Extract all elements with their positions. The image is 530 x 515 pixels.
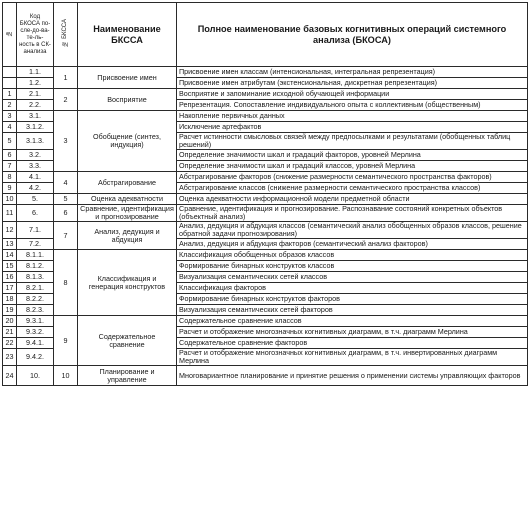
table-row <box>3 172 528 183</box>
bkssa-name: Анализ, дедукция и абдукция <box>78 222 177 250</box>
row-number: 3 <box>3 111 17 122</box>
operation-code: 6. <box>17 205 54 222</box>
bkossa-table <box>2 2 528 386</box>
operation-description: Расчет и отображение многозначных когнитивных диаграмм, в т.ч. диаграмм Мерлина <box>177 327 528 338</box>
operation-code: 4.2. <box>17 183 54 194</box>
operation-code: 7.2. <box>17 239 54 250</box>
operation-code: 9.3.1. <box>17 316 54 327</box>
operation-code: 3.1.2. <box>17 122 54 133</box>
row-number: 22 <box>3 338 17 349</box>
row-number: 1 <box>3 89 17 100</box>
row-number: 13 <box>3 239 17 250</box>
operation-description: Определение значимости шкал и градаций классов, уровней Мерлина <box>177 161 528 172</box>
row-number: 4 <box>3 122 17 133</box>
row-number: 21 <box>3 327 17 338</box>
operation-code: 7.1. <box>17 222 54 239</box>
bkssa-name: Планирование и управление <box>78 366 177 386</box>
table-row <box>3 316 528 327</box>
bkssa-number: 9 <box>54 316 78 366</box>
row-number: 2 <box>3 100 17 111</box>
operation-code: 1.1. <box>17 67 54 78</box>
table-header-row <box>3 3 528 67</box>
row-number: 7 <box>3 161 17 172</box>
header-code: Код БКОСА по-сле-до-ва-те-ль-ность в СК-анализа <box>17 3 54 67</box>
operation-code: 8.1.2. <box>17 261 54 272</box>
header-num: № <box>6 30 12 36</box>
header-name: Наименование БКССА <box>78 3 177 67</box>
operation-description: Накопление первичных данных <box>177 111 528 122</box>
header-bkssa-num-cell <box>54 3 78 67</box>
operation-code: 3.3. <box>17 161 54 172</box>
row-number: 10 <box>3 194 17 205</box>
operation-description: Формирование бинарных конструктов классов <box>177 261 528 272</box>
operation-code: 4.1. <box>17 172 54 183</box>
operation-code: 8.2.1. <box>17 283 54 294</box>
bkssa-number: 1 <box>54 67 78 89</box>
row-number: 19 <box>3 305 17 316</box>
bkssa-number: 4 <box>54 172 78 194</box>
row-number: 9 <box>3 183 17 194</box>
row-number: 11 <box>3 205 17 222</box>
operation-code: 1.2. <box>17 78 54 89</box>
bkssa-number: 5 <box>54 194 78 205</box>
table-row <box>3 250 528 261</box>
header-full-name: Полное наименование базовых когнитивных операций системного анализа (БКОСА) <box>177 3 528 67</box>
bkssa-number: 8 <box>54 250 78 316</box>
table-row <box>3 89 528 100</box>
operation-description: Абстрагирование классов (снижение размерности семантического пространства классов) <box>177 183 528 194</box>
bkssa-name: Восприятие <box>78 89 177 111</box>
table-row <box>3 366 528 386</box>
operation-code: 8.1.3. <box>17 272 54 283</box>
row-number: 12 <box>3 222 17 239</box>
bkssa-name: Сравнение, идентификация и прогнозирование <box>78 205 177 222</box>
row-number: 18 <box>3 294 17 305</box>
operation-description: Присвоение имен атрибутам (экстенсиональная, дискретная репрезентация) <box>177 78 528 89</box>
operation-description: Анализ, дедукция и абдукция классов (семантический анализ обобщенных образов классов, решение обратной задачи прогнозирования) <box>177 222 528 239</box>
operation-description: Визуализация семантических сетей классов <box>177 272 528 283</box>
table-body <box>3 67 528 386</box>
row-number: 8 <box>3 172 17 183</box>
row-number: 6 <box>3 150 17 161</box>
operation-code: 2.2. <box>17 100 54 111</box>
operation-description: Классификация обобщенных образов классов <box>177 250 528 261</box>
operation-description: Многовариантное планирование и принятие решения о применении системы управляющих факторов <box>177 366 528 386</box>
table-row <box>3 111 528 122</box>
operation-description: Классификация факторов <box>177 283 528 294</box>
operation-description: Расчет истинности смысловых связей между предпосылками и результатами (обобщенных таблиц решений) <box>177 133 528 150</box>
operation-description: Исключение артефактов <box>177 122 528 133</box>
operation-description: Содержательное сравнение классов <box>177 316 528 327</box>
row-number <box>3 78 17 89</box>
operation-code: 8.2.3. <box>17 305 54 316</box>
row-number: 17 <box>3 283 17 294</box>
bkssa-number: 3 <box>54 111 78 172</box>
operation-code: 2.1. <box>17 89 54 100</box>
bkssa-name: Обобщение (синтез, индукция) <box>78 111 177 172</box>
row-number: 16 <box>3 272 17 283</box>
operation-description: Абстрагирование факторов (снижение размерности семантического пространства факторов) <box>177 172 528 183</box>
row-number: 15 <box>3 261 17 272</box>
operation-description: Определение значимости шкал и градаций факторов, уровней Мерлина <box>177 150 528 161</box>
row-number: 5 <box>3 133 17 150</box>
operation-code: 9.4.2. <box>17 349 54 366</box>
bkssa-name: Присвоение имен <box>78 67 177 89</box>
bkssa-number: 10 <box>54 366 78 386</box>
operation-description: Репрезентация. Сопоставление индивидуального опыта с коллективным (общественным) <box>177 100 528 111</box>
operation-code: 3.1.3. <box>17 133 54 150</box>
bkssa-name: Оценка адекватности <box>78 194 177 205</box>
operation-code: 3.2. <box>17 150 54 161</box>
bkssa-name: Абстрагирование <box>78 172 177 194</box>
operation-code: 8.1.1. <box>17 250 54 261</box>
operation-description: Анализ, дедукция и абдукция факторов (семантический анализ факторов) <box>177 239 528 250</box>
operation-description: Присвоение имен классам (интенсиональная, интегральная репрезентация) <box>177 67 528 78</box>
operation-description: Формирование бинарных конструктов факторов <box>177 294 528 305</box>
operation-code: 10. <box>17 366 54 386</box>
operation-description: Визуализация семантических сетей факторов <box>177 305 528 316</box>
row-number <box>3 67 17 78</box>
row-number: 23 <box>3 349 17 366</box>
row-number: 20 <box>3 316 17 327</box>
bkssa-name: Содержательное сравнение <box>78 316 177 366</box>
operation-code: 8.2.2. <box>17 294 54 305</box>
row-number: 24 <box>3 366 17 386</box>
operation-code: 5. <box>17 194 54 205</box>
table-row <box>3 67 528 78</box>
operation-code: 9.3.2. <box>17 327 54 338</box>
row-number: 14 <box>3 250 17 261</box>
table-row <box>3 222 528 239</box>
bkssa-number: 6 <box>54 205 78 222</box>
operation-description: Сравнение, идентификация и прогнозирование. Распознавание состояний конкретных объектов (объектный анализ) <box>177 205 528 222</box>
table-row <box>3 205 528 222</box>
bkssa-number: 2 <box>54 89 78 111</box>
operation-description: Расчет и отображение многозначных когнитивных диаграмм, в т.ч. инвертированных диаграмм Мерлина <box>177 349 528 366</box>
operation-code: 9.4.1. <box>17 338 54 349</box>
operation-description: Содержательное сравнение факторов <box>177 338 528 349</box>
operation-description: Восприятие и запоминание исходной обучающей информации <box>177 89 528 100</box>
header-bkssa-num: № БКССА <box>62 19 68 47</box>
header-num-cell <box>3 3 17 67</box>
operation-description: Оценка адекватности информационной модели предметной области <box>177 194 528 205</box>
bkssa-number: 7 <box>54 222 78 250</box>
table-row <box>3 194 528 205</box>
bkssa-name: Классификация и генерация конструктов <box>78 250 177 316</box>
operation-code: 3.1. <box>17 111 54 122</box>
